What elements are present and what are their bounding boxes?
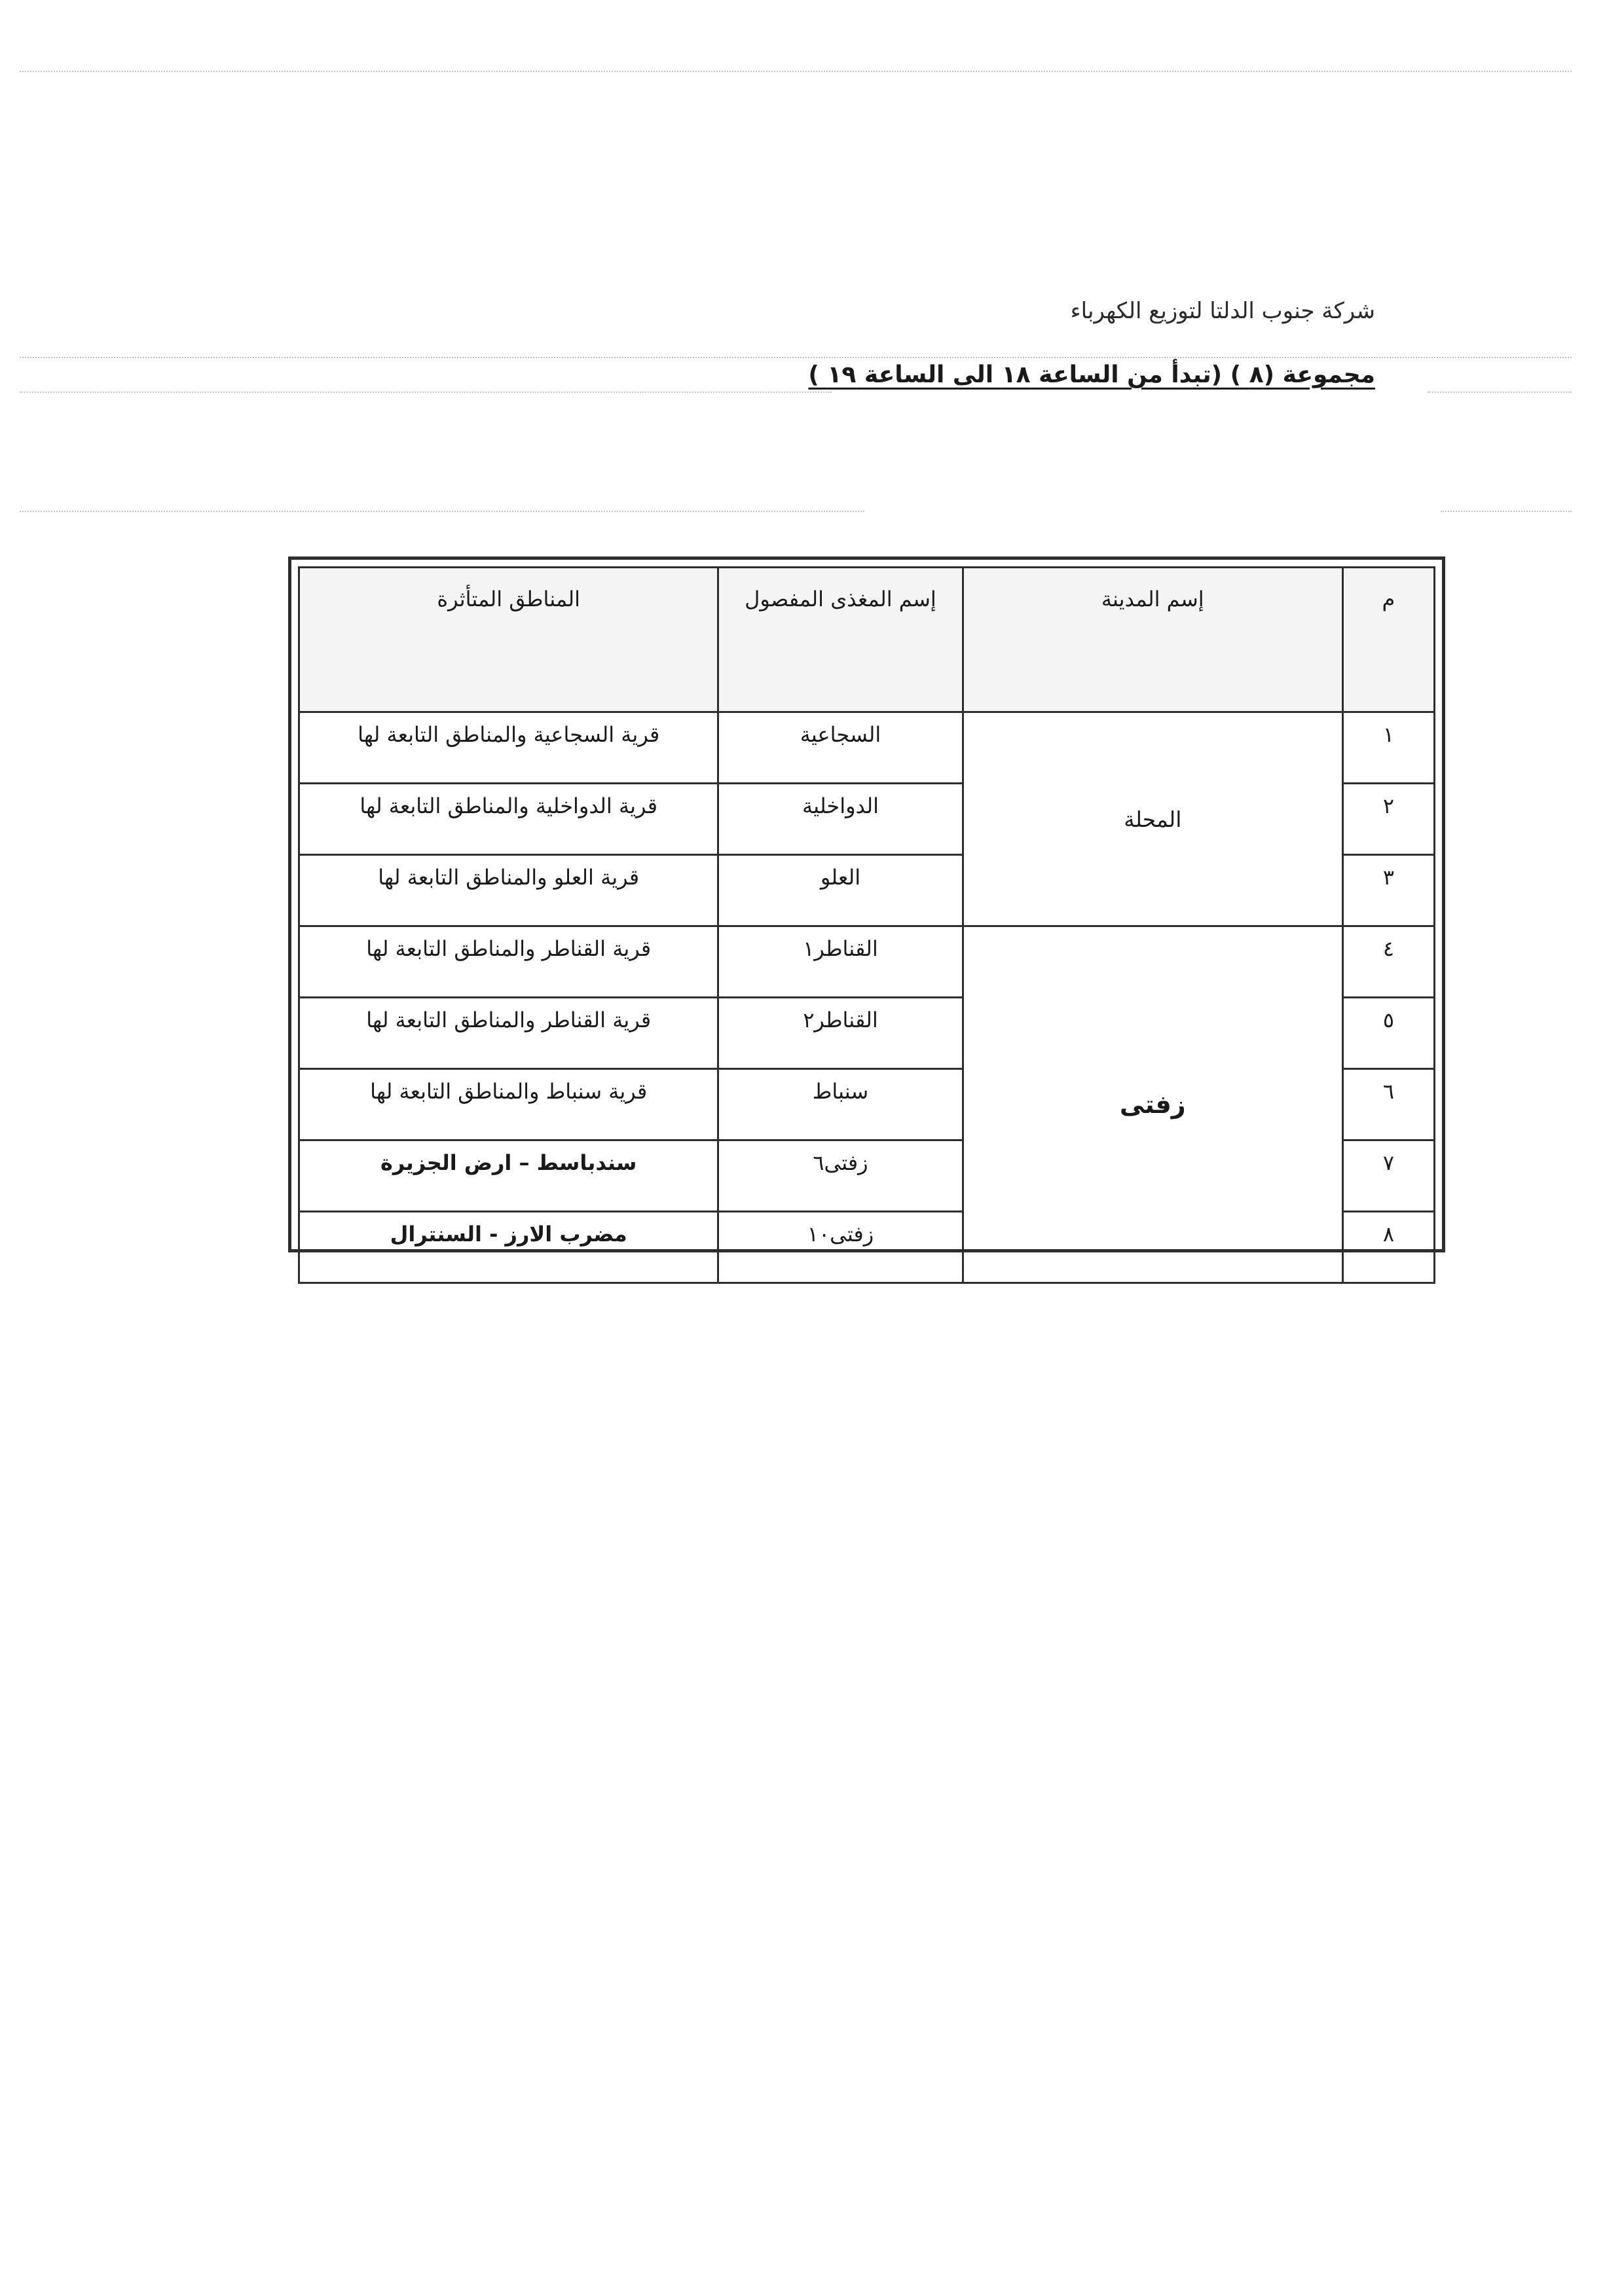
company-name: شركة جنوب الدلتا لتوزيع الكهرباء (1070, 298, 1375, 324)
areas-cell: قرية الدواخلية والمناطق التابعة لها (299, 784, 718, 855)
header-city: إسم المدينة (963, 568, 1342, 712)
feeder-cell: سنباط (718, 1069, 963, 1140)
areas-cell: قرية السجاعية والمناطق التابعة لها (299, 712, 718, 784)
outage-table-frame (288, 556, 1445, 1252)
areas-cell: سندباسط – ارض الجزيرة (299, 1140, 718, 1212)
feeder-cell: السجاعية (718, 712, 963, 784)
areas-cell: قرية القناطر والمناطق التابعة لها (299, 926, 718, 998)
city-cell: المحلة (963, 712, 1342, 926)
outage-table (298, 566, 1435, 1284)
row-number: ٢ (1342, 784, 1434, 855)
table-header-row (299, 568, 1435, 712)
scan-artifact-line (20, 357, 1572, 358)
row-number: ٣ (1342, 855, 1434, 926)
row-number: ٨ (1342, 1212, 1434, 1283)
feeder-cell: الدواخلية (718, 784, 963, 855)
scan-artifact-line (20, 71, 1572, 72)
areas-cell: قرية سنباط والمناطق التابعة لها (299, 1069, 718, 1140)
areas-cell: قرية القناطر والمناطق التابعة لها (299, 998, 718, 1069)
header-feeder: إسم المغذى المفصول (718, 568, 963, 712)
areas-cell: قرية العلو والمناطق التابعة لها (299, 855, 718, 926)
row-number: ١ (1342, 712, 1434, 784)
row-number: ٦ (1342, 1069, 1434, 1140)
scan-artifact-line (20, 511, 864, 512)
feeder-cell: زفتى٦ (718, 1140, 963, 1212)
group-title: مجموعة (٨ ) (تبدأ من الساعة ١٨ الى الساعة ١٩ ) (808, 361, 1375, 388)
feeder-cell: العلو (718, 855, 963, 926)
scan-artifact-line (1428, 392, 1572, 393)
row-number: ٥ (1342, 998, 1434, 1069)
table-row (299, 712, 1435, 784)
table-row (299, 926, 1435, 998)
header-areas: المناطق المتأثرة (299, 568, 718, 712)
feeder-cell: القناطر١ (718, 926, 963, 998)
feeder-cell: القناطر٢ (718, 998, 963, 1069)
row-number: ٤ (1342, 926, 1434, 998)
feeder-cell: زفتى١٠ (718, 1212, 963, 1283)
areas-cell: مضرب الارز - السنترال (299, 1212, 718, 1283)
scan-artifact-line (20, 392, 832, 393)
row-number: ٧ (1342, 1140, 1434, 1212)
header-num: م (1342, 568, 1434, 712)
scan-artifact-line (1441, 511, 1572, 512)
city-cell: زفتى (963, 926, 1342, 1283)
